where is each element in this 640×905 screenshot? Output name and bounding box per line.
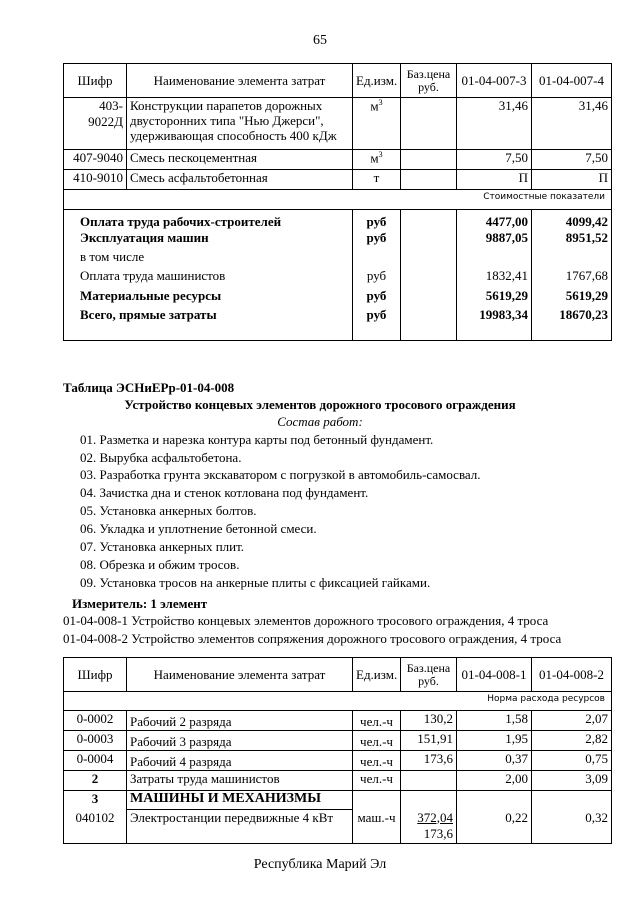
norm-subheader-row	[64, 692, 612, 711]
row-code: 410-9010	[64, 170, 127, 190]
row-v2: 0,75	[532, 751, 612, 771]
cost-row	[64, 268, 612, 288]
row-price: 151,91	[401, 731, 457, 751]
row-unit: чел.-ч	[353, 771, 401, 791]
row-unit: чел.-ч	[353, 711, 401, 731]
section-code: 3	[64, 791, 127, 810]
row-v2: 2,07	[532, 711, 612, 731]
cost-row	[64, 210, 612, 231]
cost-price	[401, 307, 457, 340]
row-name: Смесь пескоцементная	[127, 150, 353, 170]
row-code: 040102	[64, 810, 127, 844]
page-number: 65	[313, 33, 327, 48]
cost-unit	[353, 249, 401, 268]
row-v1: П	[457, 170, 532, 190]
row-price	[401, 150, 457, 170]
norm-subheader: Норма расхода ресурсов	[64, 692, 612, 711]
row-unit: чел.-ч	[353, 751, 401, 771]
row-v2: 3,09	[532, 771, 612, 791]
section-v2	[532, 791, 612, 810]
header-col2: 01-04-008-2	[532, 658, 612, 692]
cost-name: Оплата труда машинистов	[64, 268, 353, 288]
header-price: Баз.цена руб.	[401, 64, 457, 98]
work-item: 06. Укладка и уплотнение бетонной смеси.	[80, 521, 317, 536]
row-v2: 31,46	[532, 98, 612, 150]
price-primary: 372,04	[417, 809, 453, 825]
table-row	[64, 731, 612, 751]
row-v1: 7,50	[457, 150, 532, 170]
row-price	[401, 810, 457, 844]
row-name: Рабочий 4 разряда	[127, 751, 353, 771]
resource-table-2	[63, 657, 612, 844]
row-price	[401, 170, 457, 190]
element-item: 01-04-008-1 Устройство концевых элементов дорожного тросового ограждения, 4 троса	[63, 613, 549, 628]
row-v2: 2,82	[532, 731, 612, 751]
cost-v1	[457, 249, 532, 268]
price-secondary: 173,6	[423, 825, 453, 841]
section-v1	[457, 791, 532, 810]
cost-unit: руб	[353, 307, 401, 340]
row-code: 2	[64, 771, 127, 791]
row-unit: маш.-ч	[353, 810, 401, 844]
work-item: 08. Обрезка и обжим тросов.	[80, 557, 240, 572]
header-col1: 01-04-008-1	[457, 658, 532, 692]
resource-table-1	[63, 63, 612, 341]
row-unit: чел.-ч	[353, 731, 401, 751]
table-header-row	[64, 64, 612, 98]
row-code: 403-9022Д	[64, 98, 127, 150]
row-code: 407-9040	[64, 150, 127, 170]
cost-name: Эксплуатация машин	[64, 230, 353, 249]
cost-price	[401, 249, 457, 268]
header-code: Шифр	[64, 658, 127, 692]
row-v2: П	[532, 170, 612, 190]
work-item: 03. Разработка грунта экскаватором с погрузкой в автомобиль-самосвал.	[80, 467, 481, 482]
cost-unit: руб	[353, 210, 401, 231]
row-name: Смесь асфальтобетонная	[127, 170, 353, 190]
cost-v2: 4099,42	[532, 210, 612, 231]
cost-v2: 1767,68	[532, 268, 612, 288]
row-unit: т	[353, 170, 401, 190]
table-row	[64, 170, 612, 190]
work-item: 04. Зачистка дна и стенок котлована под фундамент.	[80, 485, 369, 500]
row-v1: 1,95	[457, 731, 532, 751]
row-code: 0-0002	[64, 711, 127, 731]
table-title: Таблица ЭСНиЕРр-01-04-008	[63, 380, 235, 395]
work-item: 07. Установка анкерных плит.	[80, 539, 245, 554]
row-unit: $м^3$	[353, 98, 401, 150]
header-col2: 01-04-007-4	[532, 64, 612, 98]
table-row	[64, 711, 612, 731]
cost-price	[401, 210, 457, 231]
header-name: Наименование элемента затрат	[127, 658, 353, 692]
section-title: Устройство концевых элементов дорожного тросового ограждения	[124, 397, 516, 412]
row-v1: 2,00	[457, 771, 532, 791]
header-code: Шифр	[64, 64, 127, 98]
cost-unit: руб	[353, 288, 401, 307]
row-price	[401, 98, 457, 150]
cost-row	[64, 288, 612, 307]
row-v1: 1,58	[457, 711, 532, 731]
header-price: Баз.цена руб.	[401, 658, 457, 692]
row-name: Конструкции парапетов дорожных двусторонних типа "Нью Джерси", удерживающая способность 400 кДж	[127, 98, 353, 150]
footer-region: Республика Марий Эл	[253, 857, 387, 872]
section-unit	[353, 791, 401, 810]
row-unit: $м^3$	[353, 150, 401, 170]
work-item: 05. Установка анкерных болтов.	[80, 503, 257, 518]
cost-unit: руб	[353, 230, 401, 249]
cost-v2: 18670,23	[532, 307, 612, 340]
section-price	[401, 791, 457, 810]
cost-name: Материальные ресурсы	[64, 288, 353, 307]
work-item: 02. Вырубка асфальтобетона.	[80, 450, 242, 465]
cost-row	[64, 249, 612, 268]
table-row	[64, 751, 612, 771]
header-unit: Ед.изм.	[353, 658, 401, 692]
table-row	[64, 771, 612, 791]
section-row	[64, 791, 612, 810]
header-name: Наименование элемента затрат	[127, 64, 353, 98]
row-v2: 7,50	[532, 150, 612, 170]
work-item: 01. Разметка и нарезка контура карты под бетонный фундамент.	[80, 432, 434, 447]
table-row	[64, 150, 612, 170]
row-v2: 0,32	[532, 810, 612, 844]
cost-v2: 5619,29	[532, 288, 612, 307]
cost-price	[401, 268, 457, 288]
cost-name: Всего, прямые затраты	[64, 307, 353, 340]
row-name: Рабочий 3 разряда	[127, 731, 353, 751]
row-price	[401, 771, 457, 791]
cost-subheader-row	[64, 190, 612, 210]
row-name: Рабочий 2 разряда	[127, 711, 353, 731]
row-v1: 31,46	[457, 98, 532, 150]
cost-subheader: Стоимостные показатели	[64, 190, 612, 210]
cost-v1: 4477,00	[457, 210, 532, 231]
row-name: Электростанции передвижные 4 кВт	[127, 810, 353, 844]
cost-price	[401, 288, 457, 307]
work-item: 09. Установка тросов на анкерные плиты с фиксацией гайками.	[80, 575, 431, 590]
cost-v1: 19983,34	[457, 307, 532, 340]
row-code: 0-0004	[64, 751, 127, 771]
measure-unit: Измеритель: 1 элемент	[72, 596, 208, 611]
row-price: 173,6	[401, 751, 457, 771]
row-price: 130,2	[401, 711, 457, 731]
table-header-row	[64, 658, 612, 692]
cost-v1: 1832,41	[457, 268, 532, 288]
cost-price	[401, 230, 457, 249]
row-v1: 0,37	[457, 751, 532, 771]
table-row	[64, 810, 612, 844]
cost-name: в том числе	[64, 249, 353, 268]
cost-v1: 9887,05	[457, 230, 532, 249]
table-row	[64, 98, 612, 150]
cost-name: Оплата труда рабочих-строителей	[64, 210, 353, 231]
cost-row	[64, 307, 612, 340]
row-v1: 0,22	[457, 810, 532, 844]
header-unit: Ед.изм.	[353, 64, 401, 98]
row-code: 0-0003	[64, 731, 127, 751]
cost-unit: руб	[353, 268, 401, 288]
works-title: Состав работ:	[277, 414, 363, 429]
element-item: 01-04-008-2 Устройство элементов сопряжения дорожного тросового ограждения, 4 троса	[63, 631, 562, 646]
cost-v2: 8951,52	[532, 230, 612, 249]
header-col1: 01-04-007-3	[457, 64, 532, 98]
cost-v2	[532, 249, 612, 268]
cost-v1: 5619,29	[457, 288, 532, 307]
section-name: МАШИНЫ И МЕХАНИЗМЫ	[127, 791, 353, 810]
row-name: Затраты труда машинистов	[127, 771, 353, 791]
cost-row	[64, 230, 612, 249]
